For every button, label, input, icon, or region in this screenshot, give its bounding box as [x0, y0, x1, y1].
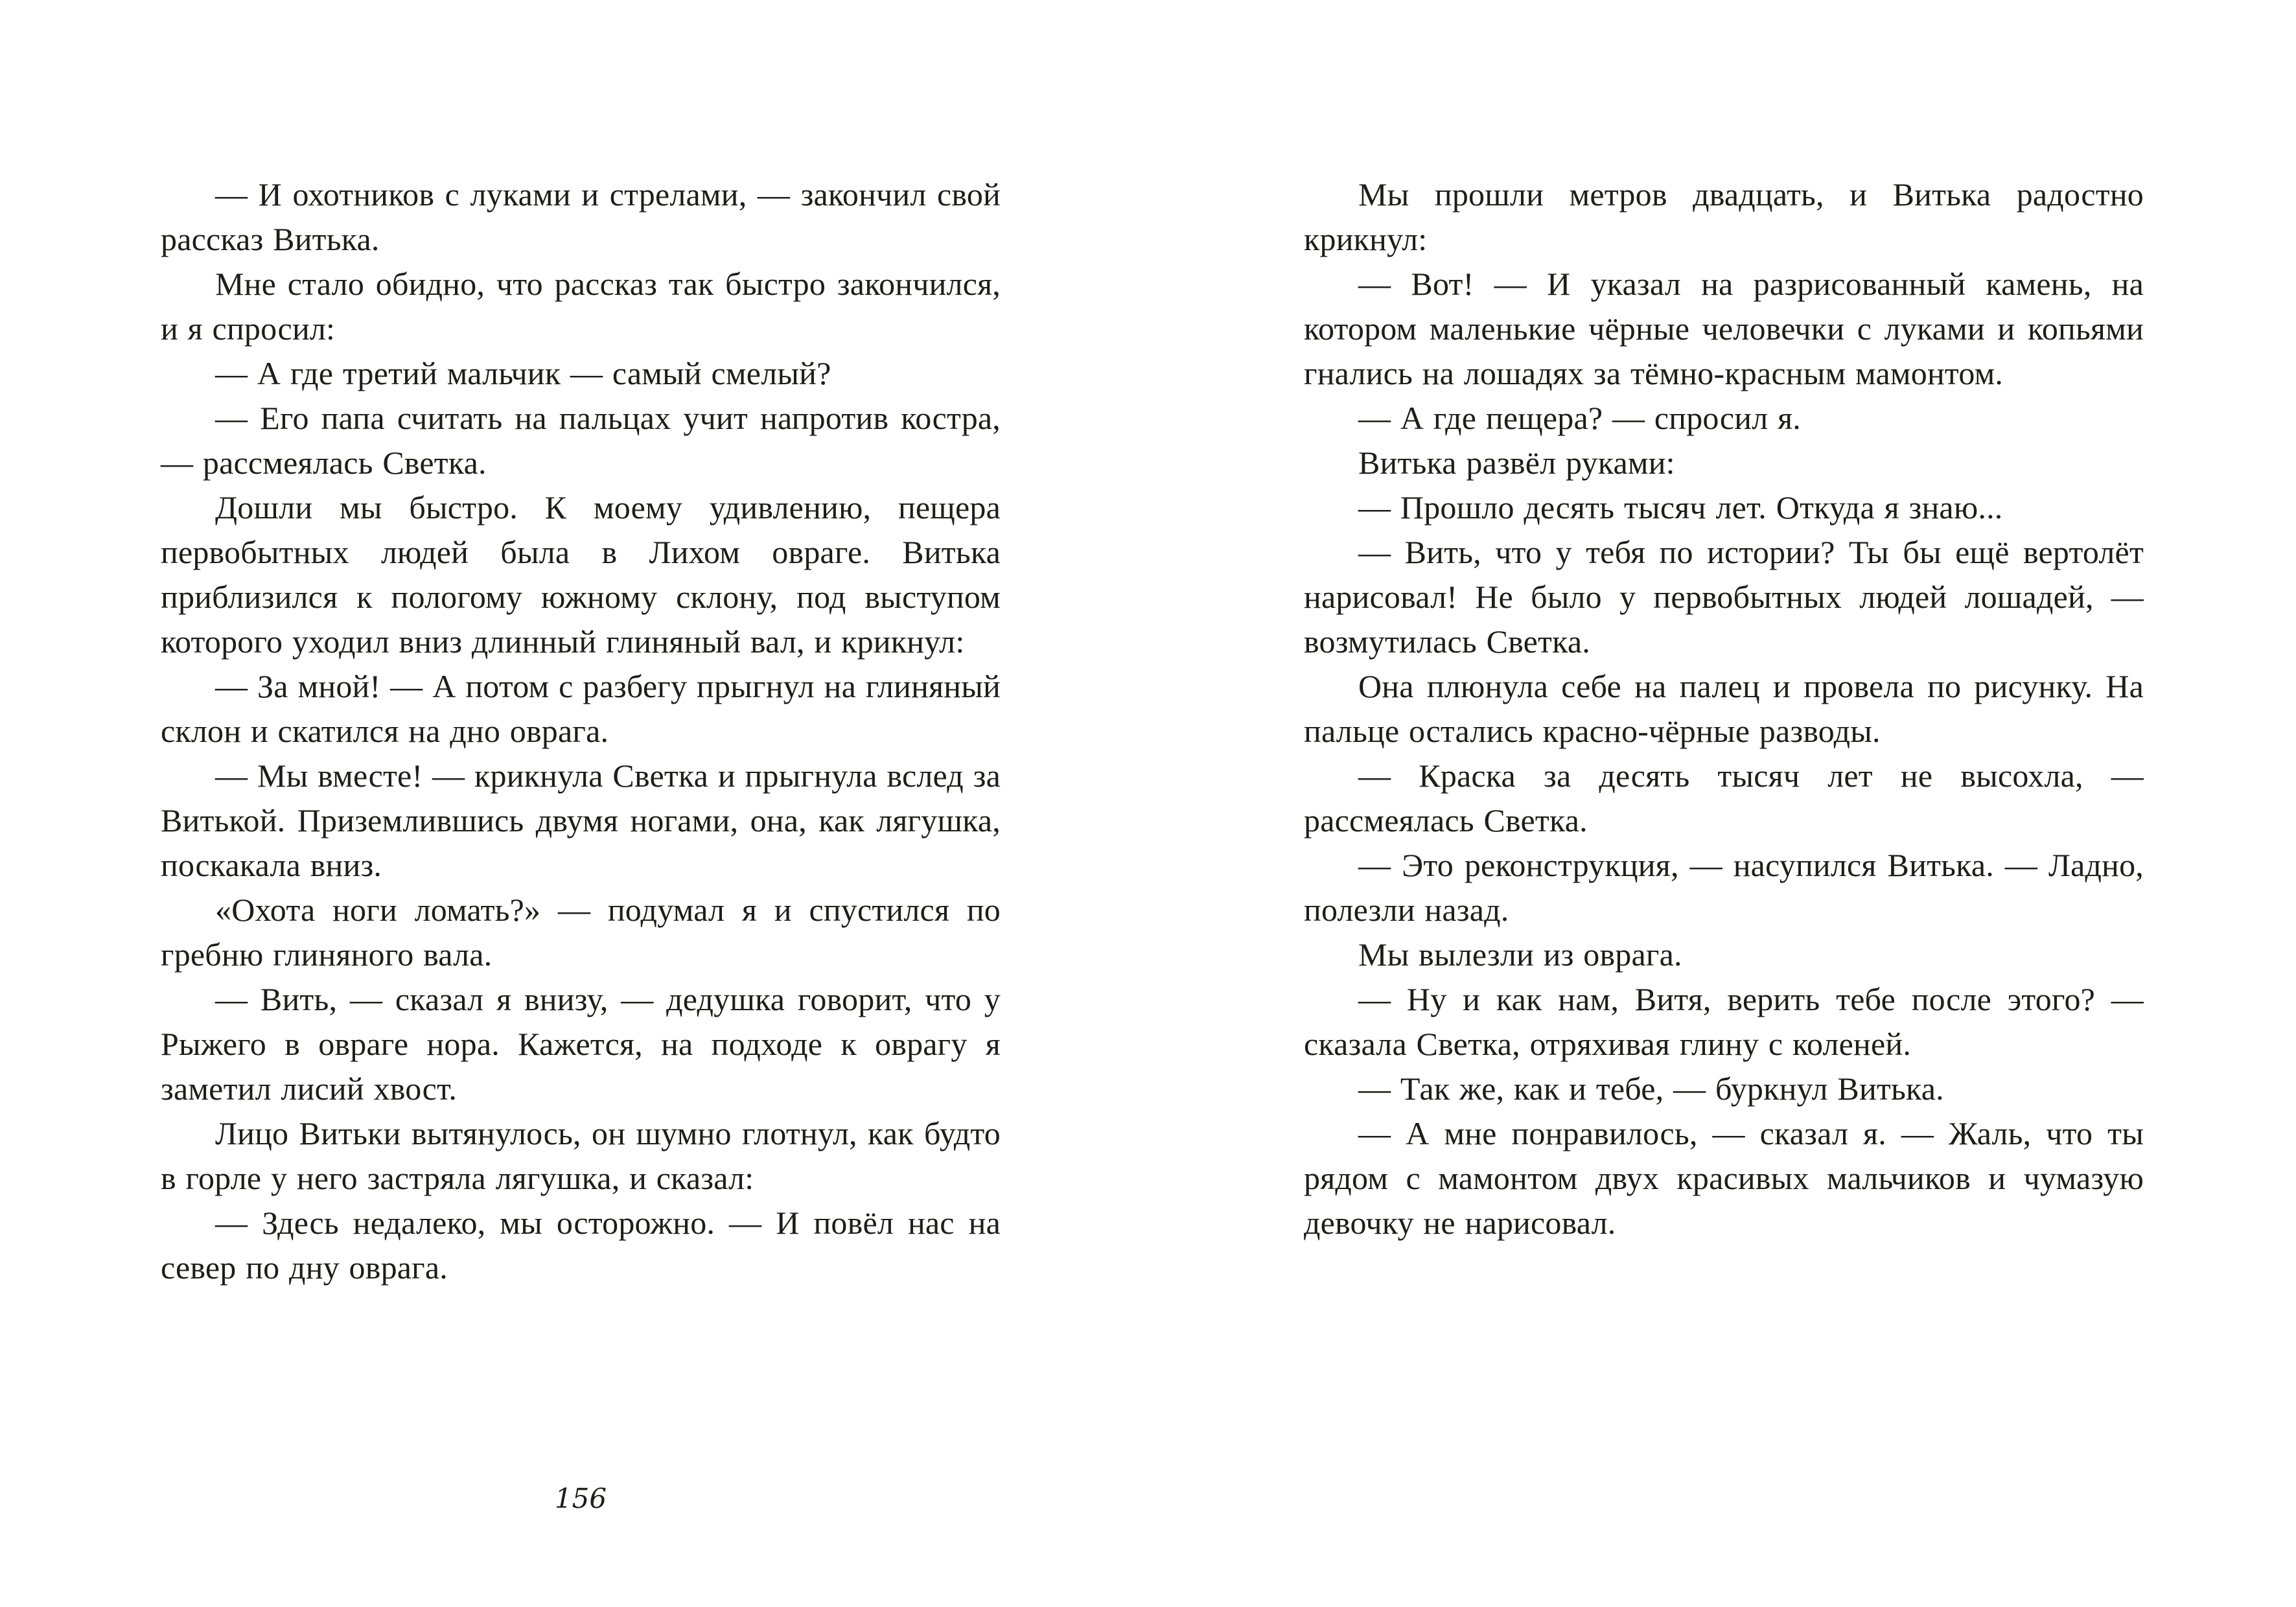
paragraph: — И охотников с луками и стрелами, — закончил свой рассказ Витька. — [161, 176, 1001, 257]
paragraph: — Вить, что у тебя по истории? Ты бы ещё вертолёт нарисовал! Не было у первобытных людей лошадей, — возмутилась Светка. — [1304, 534, 2144, 660]
right-page — [1304, 172, 2144, 1245]
paragraph: — Прошло десять тысяч лет. Откуда я знаю... — [1358, 489, 2003, 526]
paragraph: — А мне понравилось, — сказал я. — Жаль, что ты рядом с мамонтом двух красивых мальчиков и чумазую девочку не нарисовал. — [1304, 1115, 2144, 1241]
paragraph: — Так же, как и тебе, — буркнул Витька. — [1358, 1070, 1944, 1107]
right-text-column — [1304, 172, 2144, 1245]
paragraph: — Ну и как нам, Витя, верить тебе после этого? — сказала Светка, отряхивая глину с коленей. — [1304, 981, 2144, 1062]
paragraph: — Вот! — И указал на разрисованный камень, на котором маленькие чёрные человечки с луками и копьями гнались на лошадях за тёмно-красным мамонтом. — [1304, 266, 2144, 391]
paragraph: Мне стало обидно, что рассказ так быстро закончился, и я спросил: — [161, 266, 1001, 347]
page-number: 156 — [554, 1483, 607, 1514]
paragraph: — Вить, — сказал я внизу, — дедушка говорит, что у Рыжего в овраге нора. Кажется, на подходе к оврагу я заметил лисий хвост. — [161, 981, 1001, 1107]
left-page — [161, 172, 1001, 1290]
paragraph: «Охота ноги ломать?» — подумал я и спустился по гребню глиняного вала. — [161, 892, 1001, 973]
left-text-column — [161, 172, 1001, 1290]
paragraph: Лицо Витьки вытянулось, он шумно глотнул, как будто в горле у него застряла лягушка, и сказал: — [161, 1115, 1001, 1196]
paragraph: Мы прошли метров двадцать, и Витька радостно крикнул: — [1304, 176, 2144, 257]
paragraph: — Здесь недалеко, мы осторожно. — И повёл нас на север по дну оврага. — [161, 1205, 1001, 1286]
paragraph: — Мы вместе! — крикнула Светка и прыгнула вслед за Витькой. Приземлившись двумя ногами, она, как лягушка, поскакала вниз. — [161, 757, 1001, 883]
paragraph: — За мной! — А потом с разбегу прыгнул на глиняный склон и скатился на дно оврага. — [161, 668, 1001, 749]
paragraph: Витька развёл руками: — [1358, 445, 1675, 481]
paragraph: Дошли мы быстро. К моему удивлению, пещера первобытных людей была в Лихом овраге. Витька приблизился к пологому южному склону, под выступом которого уходил вниз длинный глиняный вал, и крикнул: — [161, 489, 1001, 660]
paragraph: — Это реконструкция, — насупился Витька. — Ладно, полезли назад. — [1304, 847, 2144, 928]
paragraph: — Его папа считать на пальцах учит напротив костра, — рассмеялась Светка. — [161, 400, 1001, 481]
paragraph: — А где третий мальчик — самый смелый? — [215, 355, 831, 391]
paragraph: — А где пещера? — спросил я. — [1358, 400, 1801, 436]
paragraph: Она плюнула себе на палец и провела по рисунку. На пальце остались красно-чёрные разводы. — [1304, 668, 2144, 749]
paragraph: Мы вылезли из оврага. — [1358, 936, 1682, 973]
paragraph: — Краска за десять тысяч лет не высохла, — рассмеялась Светка. — [1304, 757, 2144, 838]
